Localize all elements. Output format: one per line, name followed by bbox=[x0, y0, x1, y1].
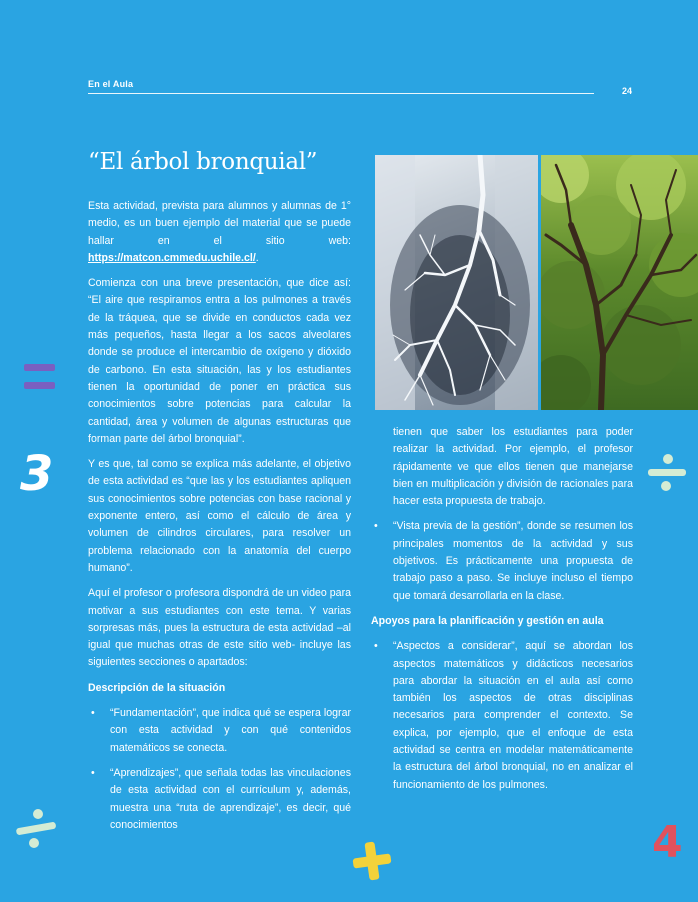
left-column bbox=[88, 198, 351, 842]
tree-canopy-photo bbox=[541, 155, 698, 410]
numeral-three-icon: 3 bbox=[20, 446, 54, 502]
paragraph-intro bbox=[88, 198, 351, 267]
heading-descripcion: Descripción de la situación bbox=[88, 681, 226, 694]
header-divider bbox=[88, 93, 594, 94]
plus-sign-icon bbox=[349, 838, 395, 884]
article-title: “El árbol bronquial” bbox=[88, 149, 318, 175]
bullet-list-gestion bbox=[371, 518, 633, 604]
xray-drawing bbox=[375, 155, 538, 410]
bullet-continuation: tienen que saber los estudiantes para poder realizar la actividad. Por ejemplo, el profesor rápidamente ve que ellos tienen que manejarse bien en multiplicación y división de racionales para hacer esta propuesta de trabajo. bbox=[393, 426, 633, 508]
right-column bbox=[371, 424, 633, 802]
paragraph-objective: Y es que, tal como se explica más adelante, el objetivo de esta actividad es “que las y los estudiantes apliquen sus conocimientos sobre potencias con base racional y exponente entero, así como el cálculo de área y volumen de cilindros circulares, para resolver un problema relacionado con la anatomía del cuerpo humano”. bbox=[88, 458, 351, 574]
intro-end: . bbox=[255, 251, 259, 264]
tree-drawing bbox=[541, 155, 698, 410]
heading-apoyos: Apoyos para la planificación y gestión en aula bbox=[371, 614, 604, 627]
list-item: • “Fundamentación”, que indica qué se espera lograr con esta actividad y con qué contenidos matemáticos se conecta. bbox=[88, 705, 351, 757]
page-number: 24 bbox=[622, 86, 633, 96]
paragraph-sections: Aquí el profesor o profesora dispondrá de un video para motivar a sus estudiantes con este tema. Y varias sorpresas más, pues la estructura de esta actividad –al igual que muchas otras de este sitio web- incluye las siguientes secciones o apartados: bbox=[88, 587, 351, 669]
list-item: • “Aspectos a considerar”, aquí se abordan los aspectos matemáticos y didácticos necesarios para abordar la situación en el aula así como también los aspectos de otras disciplinas necesarios para comprender el contexto. Se explica, por ejemplo, que el enfoque de esta actividad se centra en modelar matemáticamente la estructura del árbol bronquial, no en analizar el funcionamiento de los pulmones. bbox=[371, 638, 633, 794]
equals-sign-icon bbox=[23, 362, 57, 394]
matcon-link[interactable]: https://matcon.cmmedu.uchile.cl/ bbox=[88, 251, 256, 264]
bullet-list-apoyos bbox=[371, 638, 633, 794]
list-item: • “Vista previa de la gestión”, donde se resumen los principales momentos de la actividad y sus objetivos. Es prácticamente una propuesta de trabajo paso a paso. Se incluye incluso el tiempo que tomará desarrollarla en la clase. bbox=[371, 518, 633, 604]
section-label: En el Aula bbox=[88, 79, 134, 89]
bullet-list-descripcion bbox=[88, 705, 351, 834]
numeral-four-icon: 4 bbox=[652, 817, 683, 868]
paragraph-presentation: Comienza con una breve presentación, que dice así: “El aire que respiramos entra a los pulmones a través de la tráquea, que se divide en conductos cada vez más pequeños, hasta llegar a los sacos alveolares donde se produce el intercambio de oxígeno y dióxido de carbono. En esta situación, las y los estudiantes tienen la oportunidad de poner en práctica sus conocimientos sobre potencias para calcular la cantidad, área y volumen de algunas estructuras que forman parte del árbol bronquial”. bbox=[88, 277, 351, 445]
bronchial-xray-photo bbox=[375, 155, 538, 410]
list-item: • “Aprendizajes”, que señala todas las vinculaciones de esta actividad con el currículum y, además, muestra una “ruta de aprendizaje”, es decir, qué conocimientos bbox=[88, 765, 351, 834]
division-sign-bottom-icon bbox=[14, 808, 58, 850]
intro-text: Esta actividad, prevista para alumnos y alumnas de 1° medio, es un buen ejemplo del material que se puede hallar en el sitio web: bbox=[88, 200, 351, 247]
division-sign-icon bbox=[646, 453, 688, 493]
